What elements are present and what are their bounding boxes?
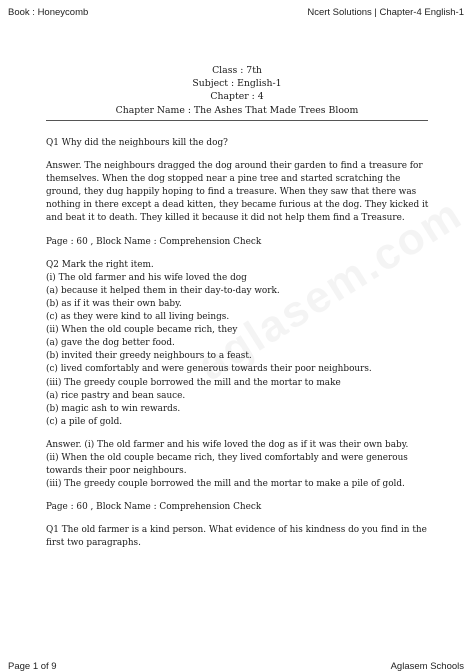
page-block-label-1: Page : 60 , Block Name : Comprehension Check: [46, 236, 262, 247]
answer-1: Answer. The neighbours dragged the dog around their garden to find a treasure for themselves. When the dog stopped near a pine tree and started scratching the ground, they dug happily hoping to find a treasure. When they saw that there was nothing in there except a dead kitten, they became furious at the dog. They kicked it and beat it to death. They killed it because it did not help them find a Treasure.: [46, 161, 429, 224]
question-2: [46, 259, 434, 429]
class-line: Class : 7th: [212, 65, 262, 76]
footer-brand: Aglasem Schools: [390, 661, 464, 672]
q2-line: (b) as if it was their own baby.: [46, 298, 182, 309]
a2-line: Answer. (i) The old farmer and his wife loved the dog as if it was their own baby.: [46, 439, 409, 450]
q2-line: (c) as they were kind to all living beings.: [46, 312, 230, 323]
q2-line: (iii) The greedy couple borrowed the mill and the mortar to make: [46, 377, 341, 388]
document-body: [46, 137, 434, 561]
q2-line: (b) invited their greedy neighbours to a feast.: [46, 351, 252, 362]
q2-line: (b) magic ash to win rewards.: [46, 403, 181, 414]
chapter-name-line: Chapter Name : The Ashes That Made Trees Bloom: [115, 104, 359, 116]
q2-line: Q2 Mark the right item.: [46, 259, 154, 270]
q2-line: (c) a pile of gold.: [46, 416, 123, 427]
title-block: [46, 64, 428, 117]
q2-line: (ii) When the old couple became rich, they: [46, 325, 238, 336]
q2-line: (c) lived comfortably and were generous towards their poor neighbours.: [46, 364, 372, 375]
chapter-label: Ncert Solutions | Chapter-4 English-1: [307, 7, 464, 18]
title-divider: [46, 120, 428, 121]
q2-line: (a) because it helped them in their day-to-day work.: [46, 285, 280, 296]
book-label: Book : Honeycomb: [8, 7, 89, 18]
subject-line: Subject : English-1: [192, 78, 282, 90]
a2-line: (iii) The greedy couple borrowed the mill and the mortar to make a pile of gold.: [46, 479, 405, 490]
chapter-line: Chapter : 4: [210, 91, 264, 103]
q2-line: (a) rice pastry and bean sauce.: [46, 390, 186, 401]
question-3: Q1 The old farmer is a kind person. What evidence of his kindness do you find in the first two paragraphs.: [46, 525, 427, 549]
page-number: Page 1 of 9: [8, 661, 57, 672]
q2-line: (a) gave the dog better food.: [46, 338, 175, 349]
page-block-label-2: Page : 60 , Block Name : Comprehension Check: [46, 502, 262, 513]
question-1: Q1 Why did the neighbours kill the dog?: [46, 138, 228, 148]
q2-line: (i) The old farmer and his wife loved the dog: [46, 272, 247, 283]
a2-line: (ii) When the old couple became rich, they lived comfortably and were generous towards their poor neighbours.: [46, 452, 408, 477]
answer-2: [46, 439, 434, 491]
